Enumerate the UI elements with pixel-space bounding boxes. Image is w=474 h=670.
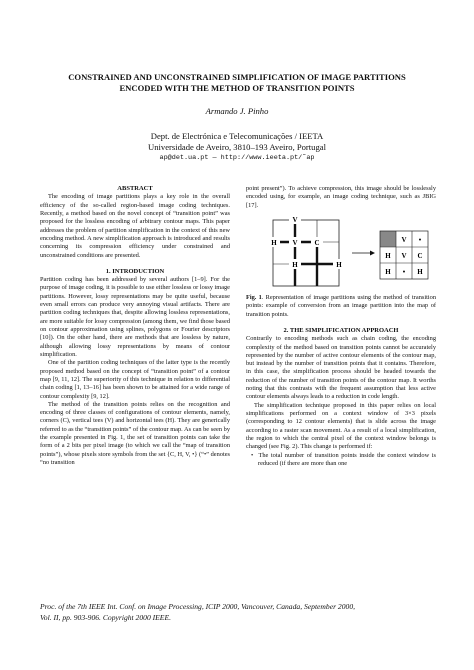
figure-caption bbox=[246, 294, 436, 319]
affiliation bbox=[40, 131, 434, 164]
arrow-icon bbox=[352, 250, 375, 255]
approach-paragraph-1: Contrarily to encoding methods such as chain coding, the encoding complexity of the method based on transition points cannot be accurately represented by the number of active contour elements of the contour map, but instead by the number of transition points that it contains. Therefore, in this case, the simplification process should be headed towards the reduction of the number of transition points of the contour map. It worths noting that this contrasts with the frequent assumption that less active contour elements always leads to a reduction in code length. bbox=[246, 335, 436, 401]
label-v-center: V bbox=[292, 238, 298, 247]
affiliation-dept: Dept. de Electrónica e Telecomunicações / IEETA bbox=[150, 131, 324, 141]
affiliation-contact: ap@det.ua.pt — http://www.ieeta.pt/˜ap bbox=[159, 154, 315, 162]
intro-paragraph-2: One of the partition coding techniques of the latter type is the recently proposed method based on the concept of “transition point” of a contour map [9, 11, 12]. The superiority of this technique in relation to differential chain coding [1, 13–16] has been shown to be attained for a wide range of contour complexity [9, 12]. bbox=[40, 359, 230, 400]
label-c: C bbox=[314, 238, 320, 247]
title-line-2: ENCODED WITH THE METHOD OF TRANSITION POINTS bbox=[119, 83, 355, 93]
intro-paragraph-1: Partition coding has been addressed by several authors [1–9]. For the purpose of image coding, it is possible to use either lossless or lossy image partitions. However, lossy representations may be quite useful, because even small errors can produce very annoying visual artifacts. There are partition coding techniques that, despite allowing lossless representations, are more suitable for lossy compression (among them, we find those based on contour approximation using splines, polygons or Fourier descriptors [10]). On the other hand, there are methods that are lossless by nature, although allowing lossy representations by means of contour simplification. bbox=[40, 276, 230, 358]
figure-caption-text: . Representation of image partitions using the method of transition points: example of conversion from an image partition into the map of transition points. bbox=[246, 293, 436, 318]
transition-map-grid bbox=[380, 231, 428, 279]
right-paragraph-1: point present”). To achieve compression, this image should be losslessly encoded using, for example, an image coding technique, such as JBIG [17]. bbox=[246, 185, 436, 209]
title-line-1: CONSTRAINED AND UNCONSTRAINED SIMPLIFICATION OF IMAGE PARTITIONS bbox=[68, 72, 406, 82]
intro-paragraph-3: The method of the transition points relies on the recognition and encoding of three classes of configurations of contour elements, namely, corners (C), vertical tees (V) and horizontal tees (H). They are generically referred to as the “transition points” of the contour map. As can be seen by the example presented in Fig. 1, the set of transition points can take the form of a 2 bits per pixel image (to which we call the “map of transition points”), whose pixels store symbols from the set {C, H, V, •} (“•” denotes “no transition bbox=[40, 400, 230, 466]
footer bbox=[40, 601, 434, 623]
abstract-text: The encoding of image partitions plays a key role in the overall efficiency of the so-called region-based image coding techniques. Recently, a method based on the novel concept of “transition point” was proposed for the lossless encoding of arbitrary contour maps. This paper addresses the problem of partition simplification in the context of this new encoding method. A new simplification approach is introduced and results concerning its compression efficiency under constrained and unconstrained conditions are presented. bbox=[40, 193, 230, 259]
map-cell-4: V bbox=[401, 251, 407, 260]
abstract-heading: ABSTRACT bbox=[117, 185, 153, 192]
right-column bbox=[246, 185, 436, 468]
map-cell-1: V bbox=[401, 235, 407, 244]
figure-1 bbox=[246, 216, 436, 290]
map-cell-8: H bbox=[417, 267, 423, 276]
map-cell-2: • bbox=[418, 235, 422, 244]
approach-paragraph-2: The simplification technique proposed in this paper relies on local simplifications performed on a context window of 3×3 pixels (corresponding to 12 contour elements) that is slide across the image according to a raster scan movement. As a result of a local simplification, the region to which the central pixel of the context window belongs is changed (see Fig. 2). This change is performed if: bbox=[246, 401, 436, 451]
label-v-top: V bbox=[292, 215, 298, 224]
left-column bbox=[40, 185, 230, 467]
author: Armando J. Pinho bbox=[205, 106, 269, 116]
partition-grid bbox=[268, 216, 345, 286]
map-cell-3: H bbox=[385, 251, 391, 260]
introduction-heading: 1. INTRODUCTION bbox=[105, 267, 165, 275]
footer-line-1: Proc. of the 7th IEEE Int. Conf. on Image Processing, ICIP 2000, Vancouver, Canada, September 2000, bbox=[40, 602, 356, 611]
affiliation-university: Universidade de Aveiro, 3810–193 Aveiro, Portugal bbox=[148, 142, 326, 152]
label-h-bottom-left: H bbox=[292, 260, 298, 269]
footer-line-2: Vol. II, pp. 903-906. Copyright 2000 IEEE. bbox=[40, 613, 171, 622]
map-cell-6: H bbox=[385, 267, 391, 276]
bullet-item: • The total number of transition points inside the context window is reduced (if there are more than one bbox=[251, 451, 436, 467]
paper-title bbox=[40, 72, 434, 94]
approach-heading: 2. THE SIMPLIFICATION APPROACH bbox=[283, 326, 399, 334]
map-cell-5: C bbox=[417, 251, 423, 260]
figure-caption-label: Fig. 1 bbox=[246, 293, 262, 301]
label-h-left: H bbox=[271, 238, 277, 247]
map-cell-7: • bbox=[402, 267, 406, 276]
label-h-bottom-right: H bbox=[336, 260, 342, 269]
bullet-item-text: The total number of transition points inside the context window is reduced (if there are more than one bbox=[258, 451, 436, 467]
